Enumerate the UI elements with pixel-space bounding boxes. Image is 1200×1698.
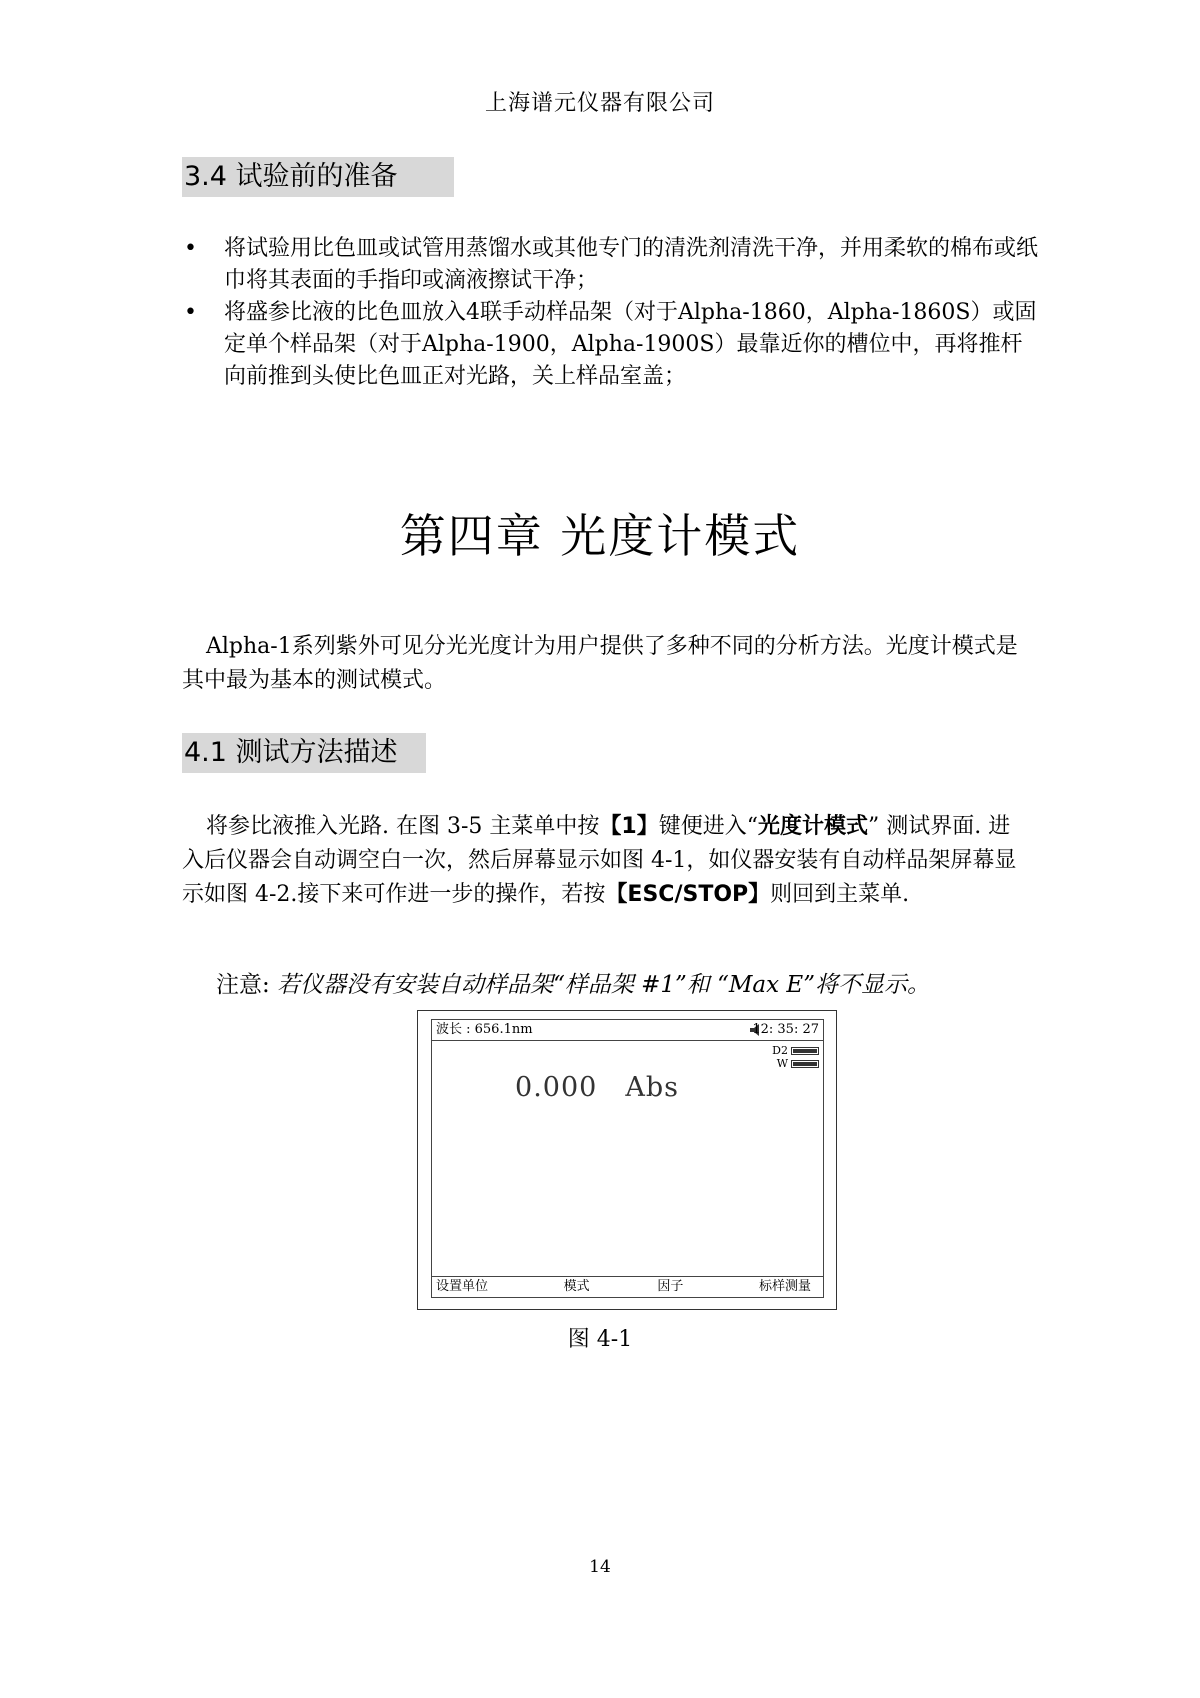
softkey-bar [432, 1276, 823, 1297]
page-header: 上海谱元仪器有限公司 [484, 91, 715, 116]
key-label: 【1】 [599, 814, 659, 839]
clock-readout: 12: 35: 27 [752, 1022, 819, 1037]
absorbance-reading [432, 1072, 762, 1103]
softkey-set-unit[interactable]: 设置单位 [436, 1279, 489, 1294]
page-number: 14 [589, 1557, 611, 1577]
softkey-standard-measure[interactable]: 标样测量 [758, 1279, 811, 1294]
reading-value: 0.000 [515, 1072, 598, 1103]
key-label: 【ESC/STOP】 [605, 882, 771, 907]
wavelength-readout: 波长 : 656.1nm [436, 1022, 533, 1037]
lamp-bar-icon [791, 1060, 819, 1068]
lamp-label: D2 [772, 1044, 788, 1057]
method-paragraph [182, 810, 1028, 912]
reading-unit: Abs [625, 1072, 679, 1103]
instrument-screen-figure [417, 1010, 837, 1310]
text-span: 将参比液推入光路. 在图 3-5 主菜单中按 [206, 814, 600, 839]
chapter-intro: Alpha-1系列紫外可见分光光度计为用户提供了多种不同的分析方法。光度计模式是其中最为基本的测试模式。 [182, 634, 1018, 693]
figure-caption: 图 4-1 [567, 1327, 633, 1352]
lamp-label: W [776, 1057, 788, 1070]
list-item: • 将盛参比液的比色皿放入4联手动样品架（对于Alpha-1860，Alpha-1860S）或固定单个样品架（对于Alpha-1900，Alpha-1900S）最靠近你的槽位中，再将推杆向前推到头使比色皿正对光路，关上样品室盖； [182, 297, 1042, 393]
lamp-w [759, 1057, 819, 1070]
note-label: 注意: [216, 972, 270, 998]
chapter-title: 第四章 光度计模式 [399, 509, 801, 563]
screen-status-bar [432, 1020, 823, 1041]
preparation-list [182, 233, 1042, 393]
lamp-d2 [759, 1044, 819, 1057]
screen-display [431, 1019, 824, 1298]
text-span: 则回到主菜单. [770, 882, 910, 907]
text-span: 键便进入“ [658, 814, 758, 839]
softkey-factor[interactable]: 因子 [657, 1279, 684, 1294]
softkey-mode[interactable]: 模式 [563, 1279, 590, 1294]
mode-name: 光度计模式 [757, 814, 868, 839]
note-text: 若仪器没有安装自动样品架“样品架 #1”和 “Max E”将不显示。 [277, 972, 930, 998]
lamp-bar-icon [791, 1047, 819, 1055]
note [216, 966, 930, 999]
section-heading-3-4: 3.4 试验前的准备 [182, 157, 454, 197]
lamp-status [759, 1044, 819, 1070]
list-item: • 将试验用比色皿或试管用蒸馏水或其他专门的清洗剂清洗干净，并用柔软的棉布或纸巾将其表面的手指印或滴液擦试干净； [182, 233, 1042, 297]
text-span: ” 测试界面. 进入后仪器会自动调空白一次，然后屏幕显示如图 4-1，如仪器安装有自动样品架屏幕显示如图 4-2.接下来可作进一步的操作，若按 [182, 814, 1017, 907]
section-heading-4-1: 4.1 测试方法描述 [182, 733, 426, 773]
